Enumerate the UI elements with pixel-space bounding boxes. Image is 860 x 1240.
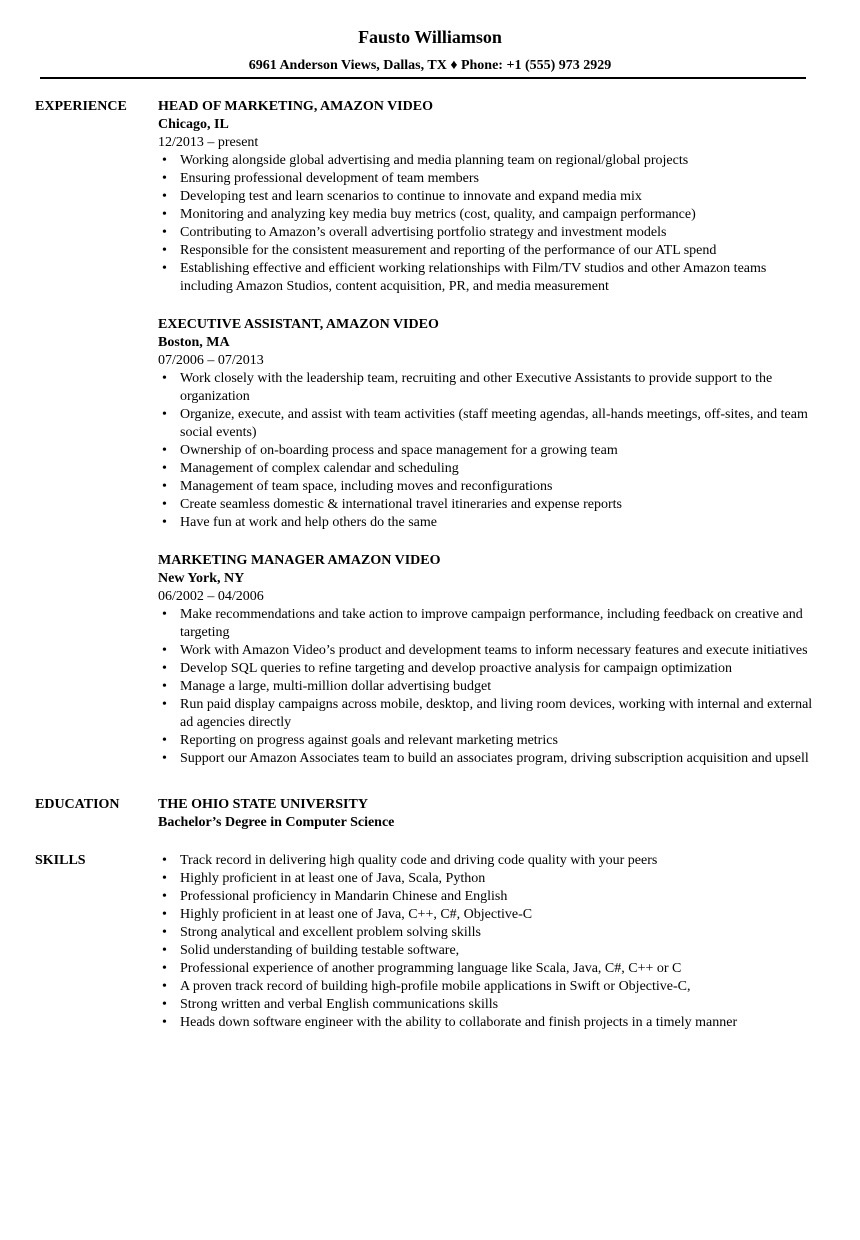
job-entry [158,552,813,768]
skill-item: • Highly proficient in at least one of Java, C++, C#, Objective-C [158,906,813,924]
resume-header [0,26,860,75]
contact-info: 6961 Anderson Views, Dallas, TX ♦ Phone: +1 (555) 973 2929 [248,58,612,73]
bullet-item: • Developing test and learn scenarios to continue to innovate and expand media mix [158,188,813,206]
job-location: Chicago, IL [158,117,229,132]
bullet-item: • Organize, execute, and assist with team activities (staff meeting agendas, all-hands meetings, off-sites, and team social events) [158,406,813,442]
skill-item: • Highly proficient in at least one of Java, Scala, Python [158,870,813,888]
bullet-item: • Ownership of on-boarding process and space management for a growing team [158,442,813,460]
job-title: MARKETING MANAGER AMAZON VIDEO [158,553,441,568]
bullet-item: • Working alongside global advertising and media planning team on regional/global projects [158,152,813,170]
skill-item: • Strong analytical and excellent problem solving skills [158,924,813,942]
skill-item: • Solid understanding of building testable software, [158,942,813,960]
bullet-item: • Contributing to Amazon’s overall advertising portfolio strategy and investment models [158,224,813,242]
bullet-item: • Manage a large, multi-million dollar advertising budget [158,678,813,696]
bullet-item: • Work closely with the leadership team, recruiting and other Executive Assistants to provide support to the organization [158,370,813,406]
resume-body [35,98,815,1032]
bullet-item: • Create seamless domestic & international travel itineraries and expense reports [158,496,813,514]
skills-list [158,852,813,1032]
bullet-item: • Run paid display campaigns across mobile, desktop, and living room devices, working with internal and external ad agencies directly [158,696,813,732]
bullet-item: • Have fun at work and help others do the same [158,514,813,532]
bullet-item: • Management of team space, including moves and reconfigurations [158,478,813,496]
bullet-item: • Develop SQL queries to refine targeting and develop proactive analysis for campaign optimization [158,660,813,678]
job-location: Boston, MA [158,335,230,350]
job-dates: 06/2002 – 04/2006 [158,589,264,604]
experience-label: EXPERIENCE [35,99,127,114]
bullet-item: • Reporting on progress against goals and relevant marketing metrics [158,732,813,750]
school-name: THE OHIO STATE UNIVERSITY [158,797,368,812]
skill-item: • Heads down software engineer with the ability to collaborate and finish projects in a timely manner [158,1014,813,1032]
header-divider [40,77,806,79]
job-bullets [158,370,813,532]
bullet-item: • Management of complex calendar and scheduling [158,460,813,478]
job-title: HEAD OF MARKETING, AMAZON VIDEO [158,99,433,114]
experience-content [158,98,813,788]
skills-section [35,852,815,1032]
bullet-item: • Responsible for the consistent measurement and reporting of the performance of our ATL spend [158,242,813,260]
bullet-item: • Work with Amazon Video’s product and development teams to inform necessary features and execute initiatives [158,642,813,660]
skills-label: SKILLS [35,853,86,868]
education-label: EDUCATION [35,797,120,812]
job-entry [158,98,813,296]
skills-content [158,852,813,1032]
skill-item: • Track record in delivering high quality code and driving code quality with your peers [158,852,813,870]
education-section [35,796,815,832]
job-location: New York, NY [158,571,245,586]
job-bullets [158,606,813,768]
skill-item: • Strong written and verbal English communications skills [158,996,813,1014]
job-dates: 07/2006 – 07/2013 [158,353,264,368]
experience-section [35,98,815,788]
job-dates: 12/2013 – present [158,135,259,150]
bullet-item: • Monitoring and analyzing key media buy metrics (cost, quality, and campaign performance) [158,206,813,224]
bullet-item: • Ensuring professional development of team members [158,170,813,188]
job-title: EXECUTIVE ASSISTANT, AMAZON VIDEO [158,317,439,332]
bullet-item: • Make recommendations and take action to improve campaign performance, including feedback on creative and targeting [158,606,813,642]
candidate-name: Fausto Williamson [358,27,502,47]
bullet-item: • Establishing effective and efficient working relationships with Film/TV studios and other Amazon teams including Amazon Studios, content acquisition, PR, and media measurement [158,260,813,296]
job-entry [158,316,813,532]
skill-item: • A proven track record of building high-profile mobile applications in Swift or Objective-C, [158,978,813,996]
education-content [158,796,813,832]
skill-item: • Professional experience of another programming language like Scala, Java, C#, C++ or C [158,960,813,978]
bullet-item: • Support our Amazon Associates team to build an associates program, driving subscription acquisition and upsell [158,750,813,768]
skill-item: • Professional proficiency in Mandarin Chinese and English [158,888,813,906]
degree-name: Bachelor’s Degree in Computer Science [158,815,395,830]
job-bullets [158,152,813,296]
